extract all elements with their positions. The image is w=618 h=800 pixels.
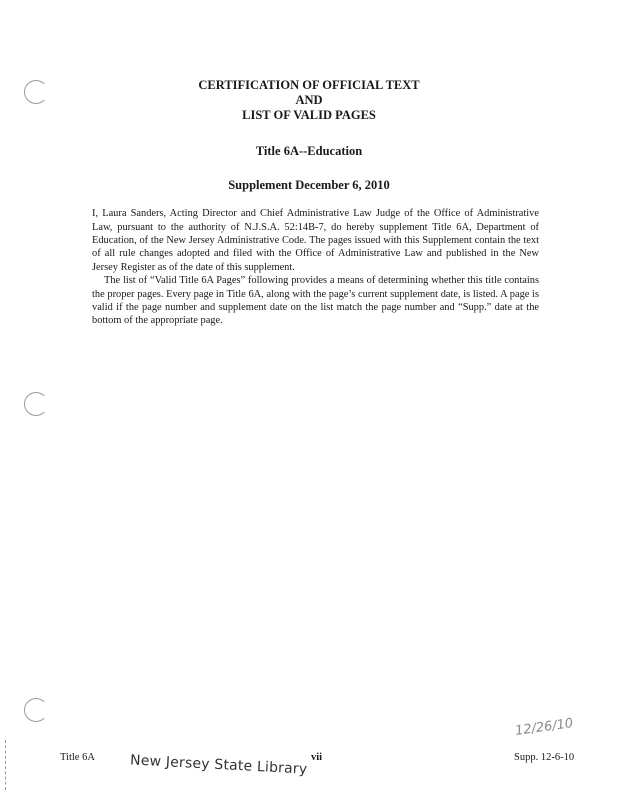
title-subject: Title 6A--Education (255, 144, 363, 158)
punch-hole-middle (24, 392, 48, 416)
footer-supplement-date: Supp. 12-6-10 (514, 752, 575, 763)
paragraph-valid-pages: The list of “Valid Title 6A Pages” following provides a means of determining whether this title contains the proper pages. Every page in Title 6A, along with the page’s current supplement date, is listed. A page is valid if the page number and supplement date on the list match the page number and “Supp.” date at the bottom of the appropriate page. (92, 275, 539, 327)
footer-title: Title 6A (60, 752, 95, 763)
title-line-3: LIST OF VALID PAGES (242, 108, 376, 122)
punch-hole-bottom (24, 698, 48, 722)
footer-page-number: vii (311, 752, 323, 763)
title-line-2: AND (295, 93, 323, 107)
scan-edge-marks (5, 740, 7, 790)
supplement-heading: Supplement December 6, 2010 (228, 178, 390, 192)
paragraph-certification: I, Laura Sanders, Acting Director and Chief Administrative Law Judge of the Office of Administrative Law, pursuant to the authority of N.J.S.A. 52:14B-7, do hereby supplement Title 6A, Department of Education, of the New Jersey Administrative Code. The pages issued with this Supplement contain the text of all rule changes adopted and filed with the Office of Administrative Law and published in the New Jersey Register as of the date of this supplement. (92, 208, 539, 273)
document-title (0, 78, 618, 123)
title-line-1: CERTIFICATION OF OFFICIAL TEXT (198, 78, 420, 92)
library-stamp: New Jersey State Library (129, 752, 308, 778)
handwritten-signature: 12/26/10 (514, 716, 575, 739)
